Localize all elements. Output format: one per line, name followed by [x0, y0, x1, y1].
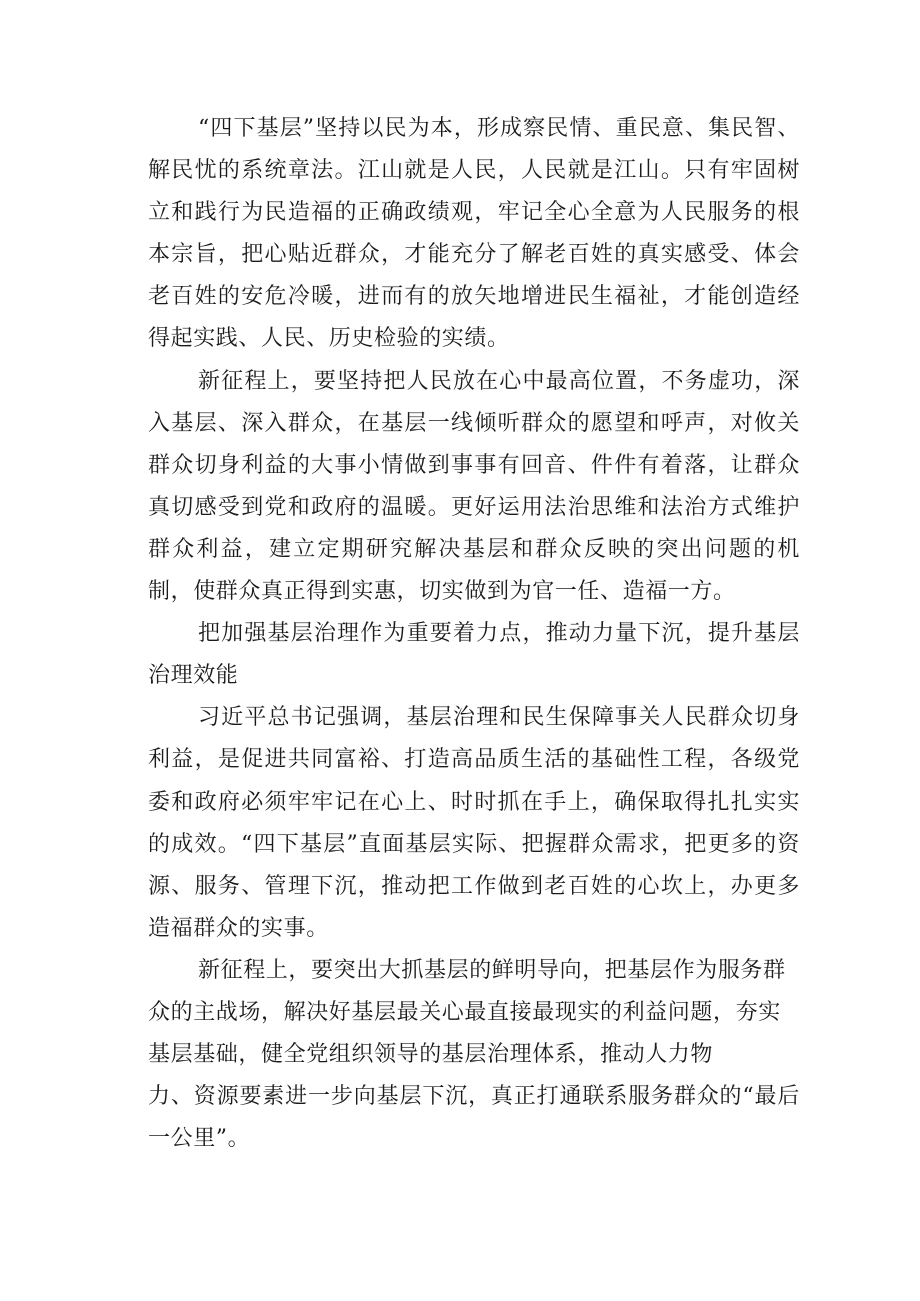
paragraph-3: 习近平总书记强调，基层治理和民生保障事关人民群众切身利益，是促进共同富裕、打造高品质生活的基础性工程，各级党委和政府必须牢牢记在心上、时时抓在手上，确保取得扎扎实实的成效。“四下基层”直面基层实际、把握群众需求，把更多的资源、服务、管理下沉，推动把工作做到老百姓的心坎上，办更多造福群众的实事。 — [148, 705, 800, 941]
document-body — [148, 108, 800, 1160]
paragraph-4-continued: 力、资源要素进一步向基层下沉，真正打通联系服务群众的“最后一公里”。 — [148, 1084, 800, 1152]
paragraph-1: “四下基层”坚持以民为本，形成察民情、重民意、集民智、解民忧的系统章法。江山就是人民，人民就是江山。只有牢固树立和践行为民造福的正确政绩观，牢记全心全意为人民服务的根本宗旨，把心贴近群众，才能充分了解老百姓的真实感受、体会老百姓的安危冷暖，进而有的放矢地增进民生福祉，才能创造经得起实践、人民、历史检验的实绩。 — [148, 116, 800, 352]
section-heading: 把加强基层治理作为重要着力点，推动力量下沉，提升基层治理效能 — [148, 621, 800, 689]
paragraph-4: 新征程上，要突出大抓基层的鲜明导向，把基层作为服务群众的主战场，解决好基层最关心最直接最现实的利益问题，夯实基层基础，健全党组织领导的基层治理体系，推动人力物 — [148, 957, 786, 1068]
paragraph-2: 新征程上，要坚持把人民放在心中最高位置，不务虚功，深入基层、深入群众，在基层一线倾听群众的愿望和呼声，对攸关群众切身利益的大事小情做到事事有回音、件件有着落，让群众真切感受到党和政府的温暖。更好运用法治思维和法治方式维护群众利益，建立定期研究解决基层和群众反映的突出问题的机制，使群众真正得到实惠，切实做到为官一任、造福一方。 — [148, 368, 800, 605]
